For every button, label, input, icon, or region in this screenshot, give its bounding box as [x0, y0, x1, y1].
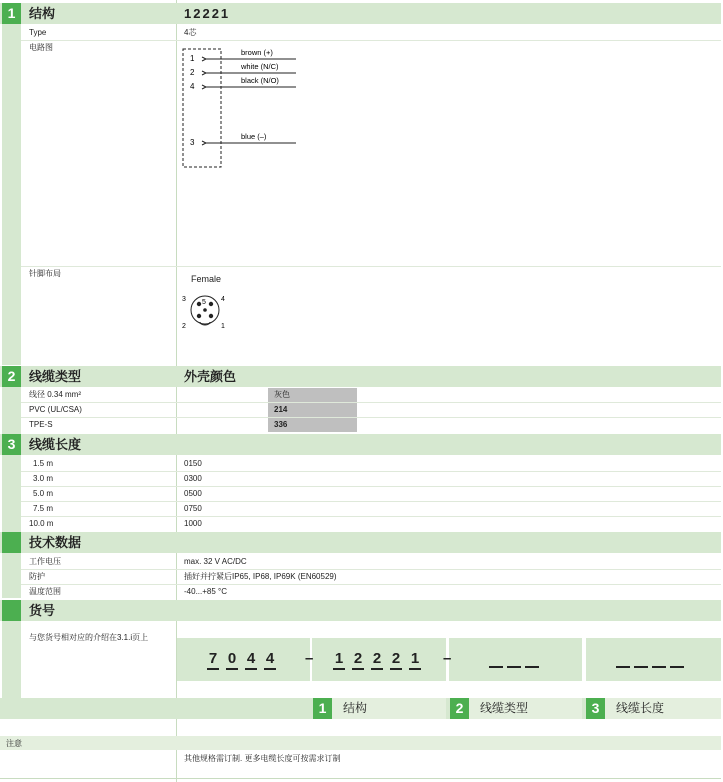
code-cable-blanks	[489, 650, 543, 672]
section3-number: 3	[2, 434, 21, 455]
order-title: 货号	[29, 603, 56, 618]
footer-text: 其他规格需订制. 更多电缆长度可按需求订制	[184, 754, 341, 763]
code-dash-2: –	[443, 650, 452, 667]
pin-layout-diagram	[180, 290, 230, 335]
row-divider	[21, 501, 721, 502]
code-length-blanks	[616, 650, 688, 672]
tech-strip	[2, 553, 21, 598]
code-digit: 0	[226, 650, 238, 670]
footer-rule	[0, 778, 721, 779]
length-label: 1.5 m	[33, 459, 54, 468]
code-digit: 2	[371, 650, 383, 670]
code-digit: 1	[333, 650, 345, 670]
housing-color-title: 外壳颜色	[184, 369, 237, 384]
section3-strip	[2, 454, 21, 532]
section2-number: 2	[2, 366, 21, 387]
wire-blue: blue (–)	[241, 132, 267, 141]
cable-row-label: TPE-S	[29, 420, 53, 429]
legend-label: 线缆长度	[616, 701, 665, 715]
cable-row-label: PVC (UL/CSA)	[29, 405, 82, 414]
tech-value: 插好并拧紧后IP65, IP68, IP69K (EN60529)	[184, 572, 337, 581]
wire-white: white (N/C)	[241, 62, 279, 71]
tech-title: 技术数据	[29, 535, 82, 550]
section2-strip	[2, 386, 21, 434]
code-digit: 4	[245, 650, 257, 670]
legend-cable	[450, 698, 582, 719]
row-divider	[21, 516, 721, 517]
code-digit: 2	[352, 650, 364, 670]
pin-num-4: 4	[221, 296, 225, 303]
order-marker	[2, 600, 21, 621]
length-code: 0750	[184, 504, 202, 513]
legend-label: 结构	[343, 701, 368, 715]
footer-band	[0, 736, 721, 750]
section1-number: 1	[2, 3, 21, 24]
length-label: 3.0 m	[33, 474, 54, 483]
row-divider	[21, 569, 721, 570]
section3-header	[0, 434, 721, 455]
circuit-label: 电路图	[29, 43, 53, 52]
tech-label: 温度范围	[29, 587, 61, 596]
tech-marker	[2, 532, 21, 553]
length-label: 5.0 m	[33, 489, 54, 498]
row-divider	[21, 417, 721, 418]
tech-value: max. 32 V AC/DC	[184, 557, 247, 566]
type-label: Type	[29, 28, 47, 37]
cable-color-cell: 灰色	[268, 388, 357, 402]
pin-num-3: 3	[182, 296, 186, 303]
pin-num-1: 1	[221, 323, 225, 330]
legend-length	[586, 698, 721, 719]
row-divider	[21, 584, 721, 585]
code-digit: 7	[207, 650, 219, 670]
length-code: 0150	[184, 459, 202, 468]
circuit-diagram	[178, 44, 308, 174]
order-header	[0, 600, 721, 621]
code-prefix	[207, 650, 283, 670]
circuit-pin-4: 4	[190, 82, 195, 91]
code-dash-1: –	[305, 650, 314, 667]
cable-code-cell: 336	[268, 418, 357, 432]
circuit-pin-2: 2	[190, 68, 195, 77]
code-digit: 1	[409, 650, 421, 670]
length-label: 10.0 m	[29, 519, 54, 528]
section1-title: 结构	[29, 6, 56, 21]
tech-label: 防护	[29, 572, 45, 581]
section2-header	[0, 366, 721, 387]
order-strip	[2, 621, 21, 699]
tech-label: 工作电压	[29, 557, 61, 566]
cable-row-label: 线径 0.34 mm²	[29, 390, 82, 399]
circuit-pin-3: 3	[190, 138, 195, 147]
section1-strip	[2, 21, 21, 365]
legend-label: 线缆类型	[480, 701, 529, 715]
section3-title: 线缆长度	[29, 437, 82, 452]
length-label: 7.5 m	[33, 504, 54, 513]
row-divider	[21, 402, 721, 403]
row-divider	[21, 486, 721, 487]
code-digit: 4	[264, 650, 276, 670]
length-code: 0300	[184, 474, 202, 483]
pin-num-5: 5	[202, 299, 206, 306]
row-divider	[21, 266, 721, 267]
legend-number: 1	[313, 698, 332, 719]
code-structure	[333, 650, 428, 670]
legend-structure	[313, 698, 446, 719]
structure-code: 12221	[184, 6, 231, 21]
tech-value: -40...+85 °C	[184, 587, 227, 596]
section2-title: 线缆类型	[29, 369, 82, 384]
order-note: 与您货号相对应的介绍在3.1.i页上	[29, 633, 149, 642]
length-code: 0500	[184, 489, 202, 498]
type-value: 4芯	[184, 28, 197, 37]
cable-code-cell: 214	[268, 403, 357, 417]
code-digit: 2	[390, 650, 402, 670]
female-label: Female	[191, 274, 222, 284]
section1-header	[0, 3, 721, 24]
pin-layout-label: 针脚布局	[29, 269, 61, 278]
tech-header	[0, 532, 721, 553]
legend-number: 3	[586, 698, 605, 719]
length-code: 1000	[184, 519, 202, 528]
wire-brown: brown (+)	[241, 48, 273, 57]
legend-number: 2	[450, 698, 469, 719]
circuit-pin-1: 1	[190, 54, 195, 63]
wire-black: black (N/O)	[241, 76, 279, 85]
row-divider	[21, 40, 721, 41]
footer-label: 注意	[6, 739, 22, 748]
row-divider	[21, 471, 721, 472]
pin-num-2: 2	[182, 323, 186, 330]
